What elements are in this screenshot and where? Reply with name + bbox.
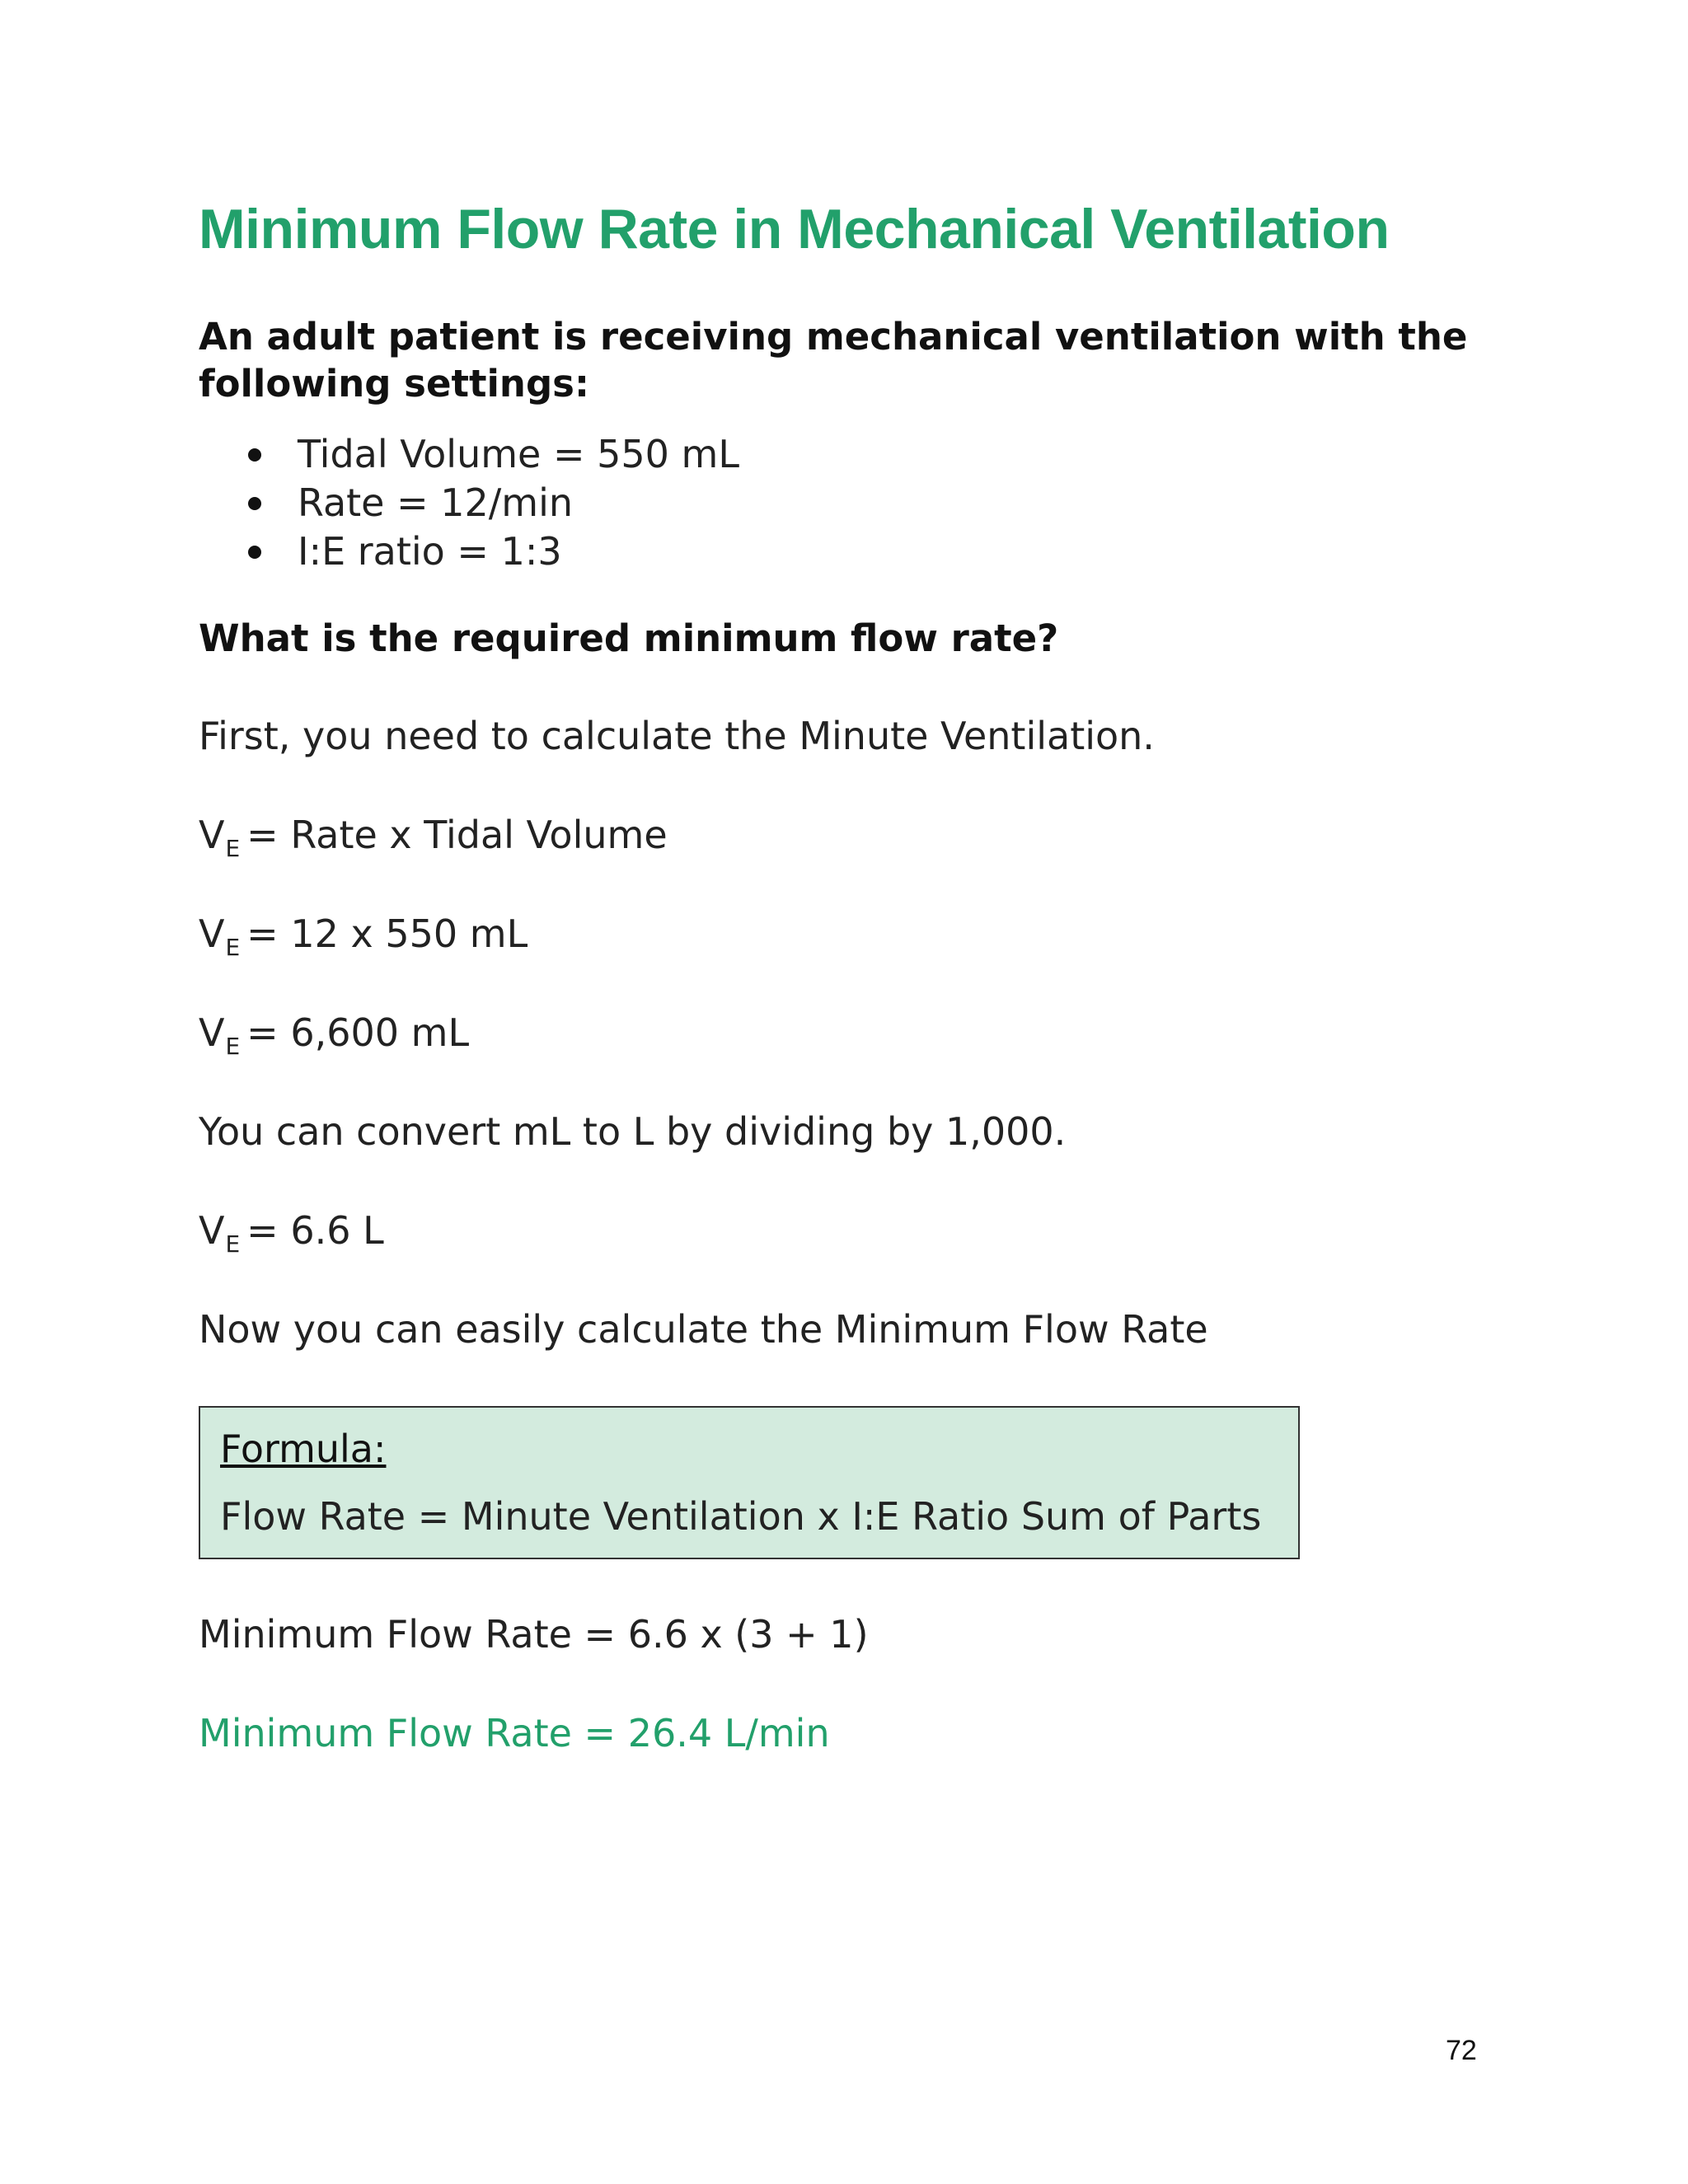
settings-list xyxy=(199,430,739,576)
ve-symbol: V xyxy=(199,912,225,956)
bullet-icon xyxy=(248,546,261,559)
ve-calc-line xyxy=(199,910,528,963)
bullet-icon xyxy=(248,497,261,510)
formula-label: Formula: xyxy=(220,1427,387,1471)
step-flow-rate-intro: Now you can easily calculate the Minimum Flow Rate xyxy=(199,1307,1208,1352)
ve-calc-text: = 12 x 550 mL xyxy=(246,912,528,956)
ve-result-l-line xyxy=(199,1207,384,1260)
formula-text: Flow Rate = Minute Ventilation x I:E Ratio Sum of Parts xyxy=(220,1494,1262,1539)
problem-intro: An adult patient is receiving mechanical ventilation with the following settings: xyxy=(199,315,1468,405)
ve-subscript: E xyxy=(225,1033,241,1060)
formula-box xyxy=(199,1406,1300,1559)
ve-formula-line xyxy=(199,811,668,865)
ve-symbol: V xyxy=(199,1208,225,1253)
ve-result-l-text: = 6.6 L xyxy=(246,1208,384,1253)
step-minute-ventilation-intro: First, you need to calculate the Minute Ventilation. xyxy=(199,714,1155,758)
flow-rate-calculation: Minimum Flow Rate = 6.6 x (3 + 1) xyxy=(199,1612,869,1657)
list-item xyxy=(199,430,739,479)
list-item xyxy=(199,527,739,576)
ve-subscript: E xyxy=(225,1230,241,1258)
setting-ie-ratio: I:E ratio = 1:3 xyxy=(298,529,562,574)
page-number: 72 xyxy=(1446,2035,1477,2066)
question-text: What is the required minimum flow rate? xyxy=(199,616,1059,660)
page-title: Minimum Flow Rate in Mechanical Ventilation xyxy=(199,198,1390,260)
ve-subscript: E xyxy=(225,835,241,862)
ve-result-ml-text: = 6,600 mL xyxy=(246,1010,470,1055)
bullet-icon xyxy=(248,448,261,462)
ve-symbol: V xyxy=(199,1010,225,1055)
setting-rate: Rate = 12/min xyxy=(298,480,574,525)
ve-subscript: E xyxy=(225,934,241,961)
ve-result-ml-line xyxy=(199,1009,469,1062)
setting-tidal-volume: Tidal Volume = 550 mL xyxy=(298,432,739,476)
flow-rate-answer: Minimum Flow Rate = 26.4 L/min xyxy=(199,1711,830,1755)
list-item xyxy=(199,479,739,527)
ve-symbol: V xyxy=(199,813,225,857)
unit-conversion-note: You can convert mL to L by dividing by 1,000. xyxy=(199,1109,1067,1154)
ve-formula-text: = Rate x Tidal Volume xyxy=(246,813,668,857)
